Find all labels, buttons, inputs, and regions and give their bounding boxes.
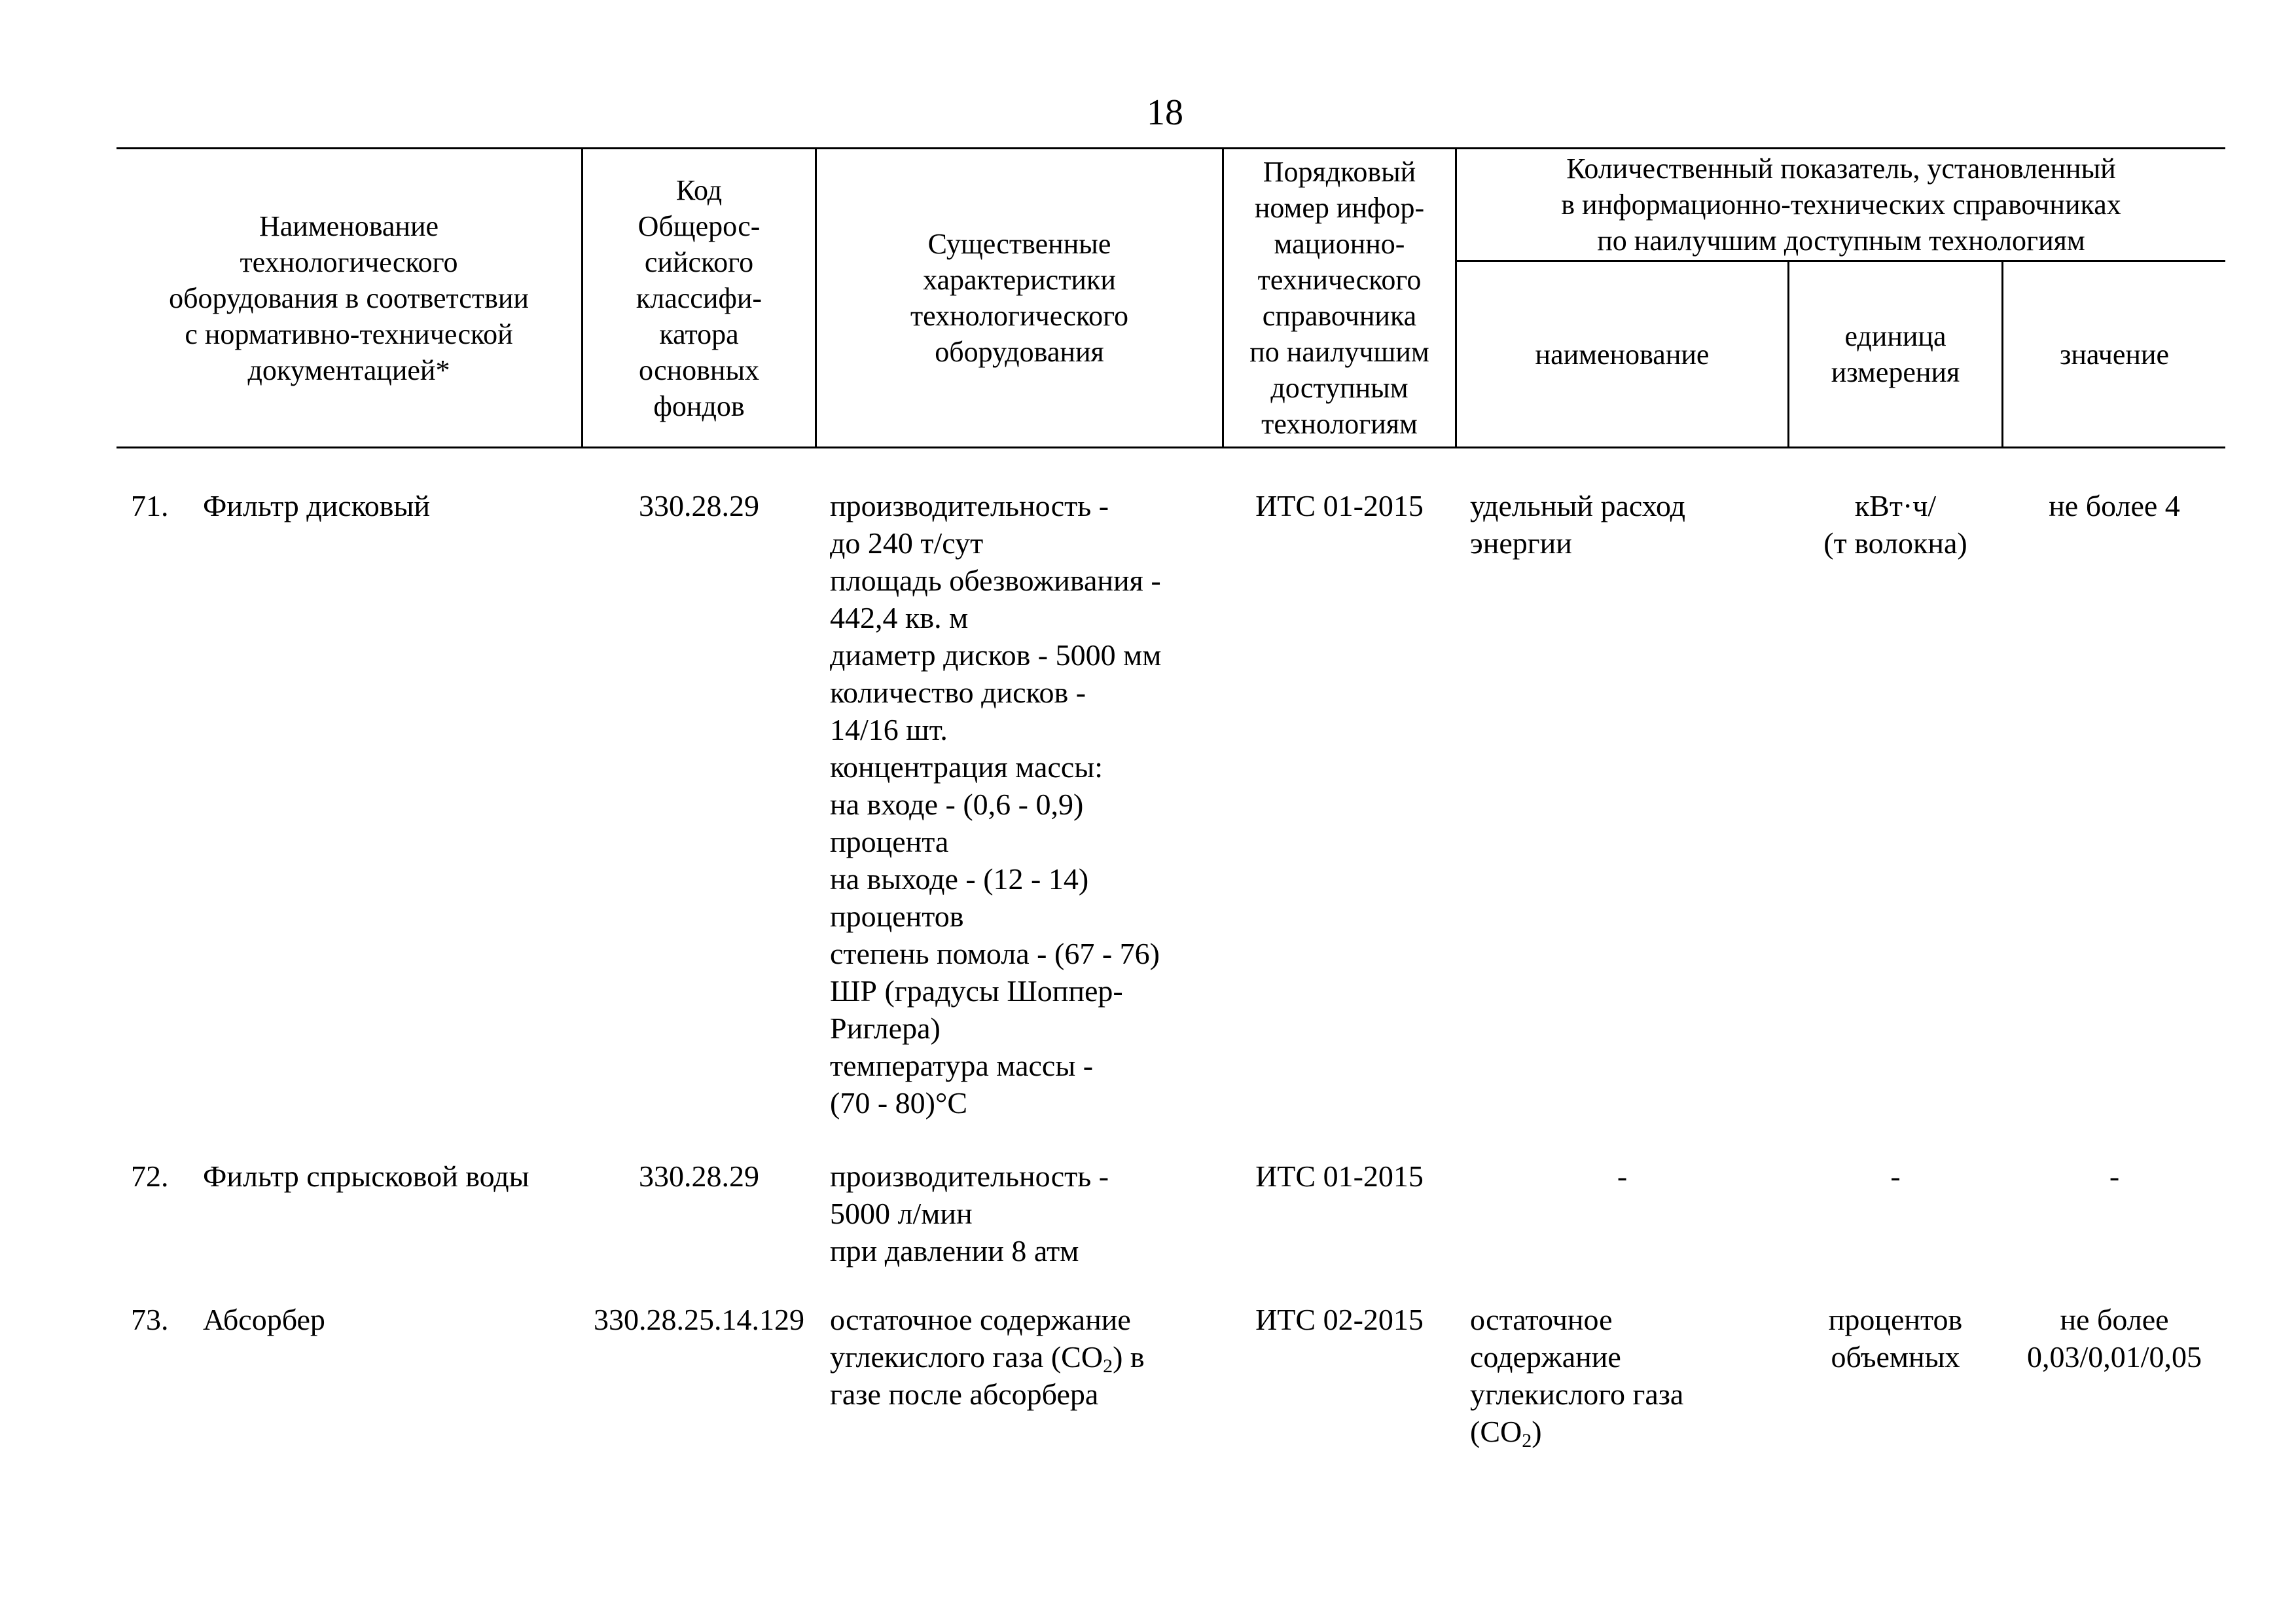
unit: кВт·ч/ (т волокна) bbox=[1823, 489, 1967, 560]
row-number: 71. bbox=[131, 489, 169, 522]
indicator-name: удельный расход энергии bbox=[1470, 489, 1686, 560]
okof-code: 330.28.29 bbox=[639, 1159, 759, 1193]
row-number: 73. bbox=[131, 1303, 169, 1336]
header-equipment-name: Наименование технологического оборудования в соответствии с нормативно-технической документацией* bbox=[169, 210, 529, 386]
header-characteristics: Существенные характеристики технологического оборудования bbox=[910, 228, 1129, 368]
characteristics: производительность - 5000 л/мин при давлении 8 атм bbox=[830, 1159, 1109, 1267]
header-indicator-name: наименование bbox=[1535, 338, 1710, 371]
its-reference: ИТС 02-2015 bbox=[1255, 1303, 1424, 1336]
equipment-name: Фильтр дисковый bbox=[203, 489, 430, 522]
header-bottom-border bbox=[117, 447, 2225, 448]
unit: - bbox=[1890, 1159, 1901, 1193]
equipment-name: Фильтр спрысковой воды bbox=[203, 1159, 529, 1193]
header-okof-code: Код Общерос- сийского классифи- катора основных фондов bbox=[636, 173, 762, 422]
header-unit: единица измерения bbox=[1831, 320, 1960, 388]
its-reference: ИТС 01-2015 bbox=[1255, 489, 1424, 522]
value: - bbox=[2109, 1159, 2120, 1193]
header-quantitative-group: Количественный показатель, установленный в информационно-технических справочниках по наилучшим доступным технологиям bbox=[1561, 153, 2121, 257]
page-number: 18 bbox=[1147, 92, 1183, 133]
unit: процентов объемных bbox=[1828, 1303, 1963, 1374]
header-its-number: Порядковый номер инфор- мационно- технического справочника по наилучшим доступным технологиям bbox=[1249, 156, 1429, 440]
equipment-name: Абсорбер bbox=[203, 1303, 325, 1336]
its-reference: ИТС 01-2015 bbox=[1255, 1159, 1424, 1193]
header-value: значение bbox=[2060, 338, 2169, 371]
characteristics: остаточное содержание углекислого газа $(CO_2)$ в газе после абсорбера bbox=[830, 1303, 1145, 1411]
indicator-name: остаточное содержание углекислого газа $(CO_2)$ bbox=[1470, 1303, 1684, 1451]
characteristics: производительность - до 240 т/сут площадь обезвоживания - 442,4 кв. м диаметр дисков - 5000 мм количество дисков - 14/16 шт. концентрация массы: на входе - (0,6 - 0,9) процента на выходе - (12 - 14) процентов степень помола - (67 - 76) ШР (градусы Шоппер- Риглера) температура массы - (70 - 80)°С bbox=[830, 489, 1162, 1120]
row-number: 72. bbox=[131, 1159, 169, 1193]
value: не более 0,03/0,01/0,05 bbox=[2026, 1303, 2202, 1374]
okof-code: 330.28.29 bbox=[639, 489, 759, 522]
indicator-name: - bbox=[1617, 1159, 1628, 1193]
okof-code: 330.28.25.14.129 bbox=[594, 1303, 804, 1336]
value: не более 4 bbox=[2049, 489, 2180, 522]
